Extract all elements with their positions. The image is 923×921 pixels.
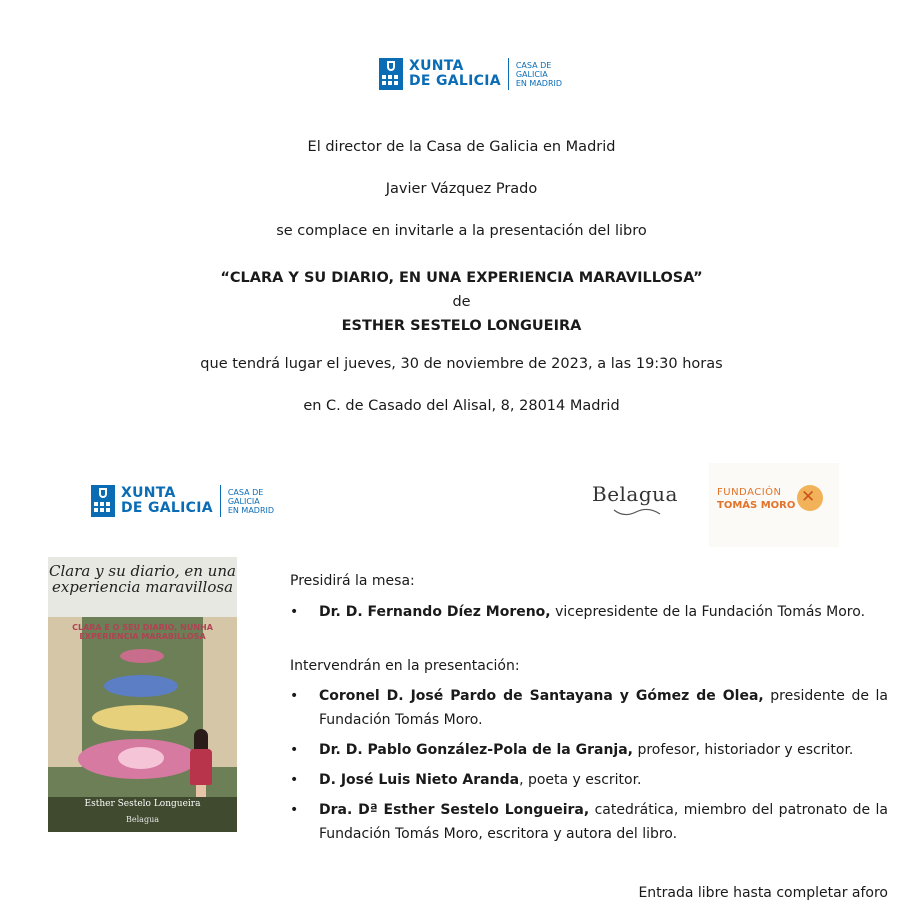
speaker-name: Dra. Dª Esther Sestelo Longueira, [319,802,590,818]
intervendran-heading: Intervendrán en la presentación: [290,658,520,674]
xunta-line2: DE GALICIA [121,500,213,516]
bullet-icon: • [290,688,299,704]
list-item-text [319,798,888,846]
presidira-heading: Presidirá la mesa: [290,573,415,589]
list-item [290,738,888,762]
speaker-name: Dr. D. Pablo González-Pola de la Granja, [319,742,633,758]
event-date: que tendrá lugar el jueves, 30 de noviembre de 2023, a las 19:30 horas [200,356,723,372]
logo-divider [508,58,509,90]
director-name: Javier Vázquez Prado [385,181,538,197]
list-item-text [319,684,888,732]
xunta-emblem-icon [379,58,403,90]
casa-line1: CASA DE [515,60,552,70]
de-line: de [452,294,471,310]
list-item [290,768,888,792]
casa-line2: GALICIA [227,496,260,506]
speaker-name: Dr. D. Fernando Díez Moreno, [319,604,551,620]
book-title: “CLARA Y SU DIARIO, EN UNA EXPERIENCIA MARAVILLOSA” [220,270,703,286]
carpet-flower [92,705,188,731]
xunta-logo-bottom [91,485,274,517]
bullet-icon: • [290,604,299,620]
casa-galicia-wordmark [516,61,562,88]
speaker-role: profesor, historiador y escritor. [633,742,854,758]
xunta-line2: DE GALICIA [409,73,501,89]
speaker-name: Coronel D. José Pardo de Santayana y Gómez de Olea, [319,688,764,704]
entry-note: Entrada libre hasta completar aforo [638,885,888,901]
director-line: El director de la Casa de Galicia en Madrid [307,139,616,155]
belagua-swirl-icon [612,506,662,518]
bullet-icon: • [290,802,299,818]
speaker-role: , poeta y escritor. [519,772,642,788]
cover-subtitle: CLARA E O SEU DIARIO, NUNHA EXPERIENCIA MARABILLOSA [72,623,213,641]
list-item-text [319,738,888,762]
bullet-icon: • [290,772,299,788]
ftm-line2: TOMÁS MORO [717,500,796,511]
xunta-line1: XUNTA [409,58,464,74]
alpha-omega-icon: ✕ [797,485,823,511]
casa-line2: GALICIA [515,69,548,79]
speaker-name: D. José Luis Nieto Aranda [319,772,520,788]
list-item [290,798,888,846]
xunta-emblem-icon [91,485,115,517]
cover-girl-illustration [188,729,214,803]
list-item-text [319,768,888,792]
belagua-logo: Belagua [592,482,678,506]
bullet-icon: • [290,742,299,758]
carpet-flower [118,747,164,769]
cover-title: Clara y su diario, en una experiencia maravillosa [49,562,236,596]
xunta-wordmark [409,59,501,89]
casa-line1: CASA DE [227,487,264,497]
xunta-wordmark [121,486,213,516]
casa-line3: EN MADRID [227,505,275,515]
list-item [290,600,888,648]
xunta-logo-top [379,58,562,90]
casa-line3: EN MADRID [515,78,563,88]
cover-author: Esther Sestelo Longueira [84,799,201,809]
cover-publisher: Belagua [126,815,159,824]
carpet-flower [104,675,178,697]
casa-galicia-wordmark [228,488,274,515]
speaker-role: vicepresidente de la Fundación Tomás Moro. [550,604,866,620]
invite-line: se complace en invitarle a la presentación del libro [276,223,647,239]
fundacion-tomas-moro-logo [709,463,839,547]
ftm-line1: FUNDACIÓN [717,487,782,498]
carpet-flower [120,649,164,663]
xunta-line1: XUNTA [121,485,176,501]
author-name: ESTHER SESTELO LONGUEIRA [341,318,582,334]
logo-divider [220,485,221,517]
event-address: en C. de Casado del Alisal, 8, 28014 Madrid [303,398,620,414]
speaker-role: presidente de la Fundación Tomás Moro. [319,688,888,728]
list-item [290,684,888,732]
speaker-role: catedrática, miembro del patronato de la Fundación Tomás Moro, escritora y autora del libro. [319,802,888,842]
book-cover [48,557,237,832]
list-item-text [319,600,888,624]
